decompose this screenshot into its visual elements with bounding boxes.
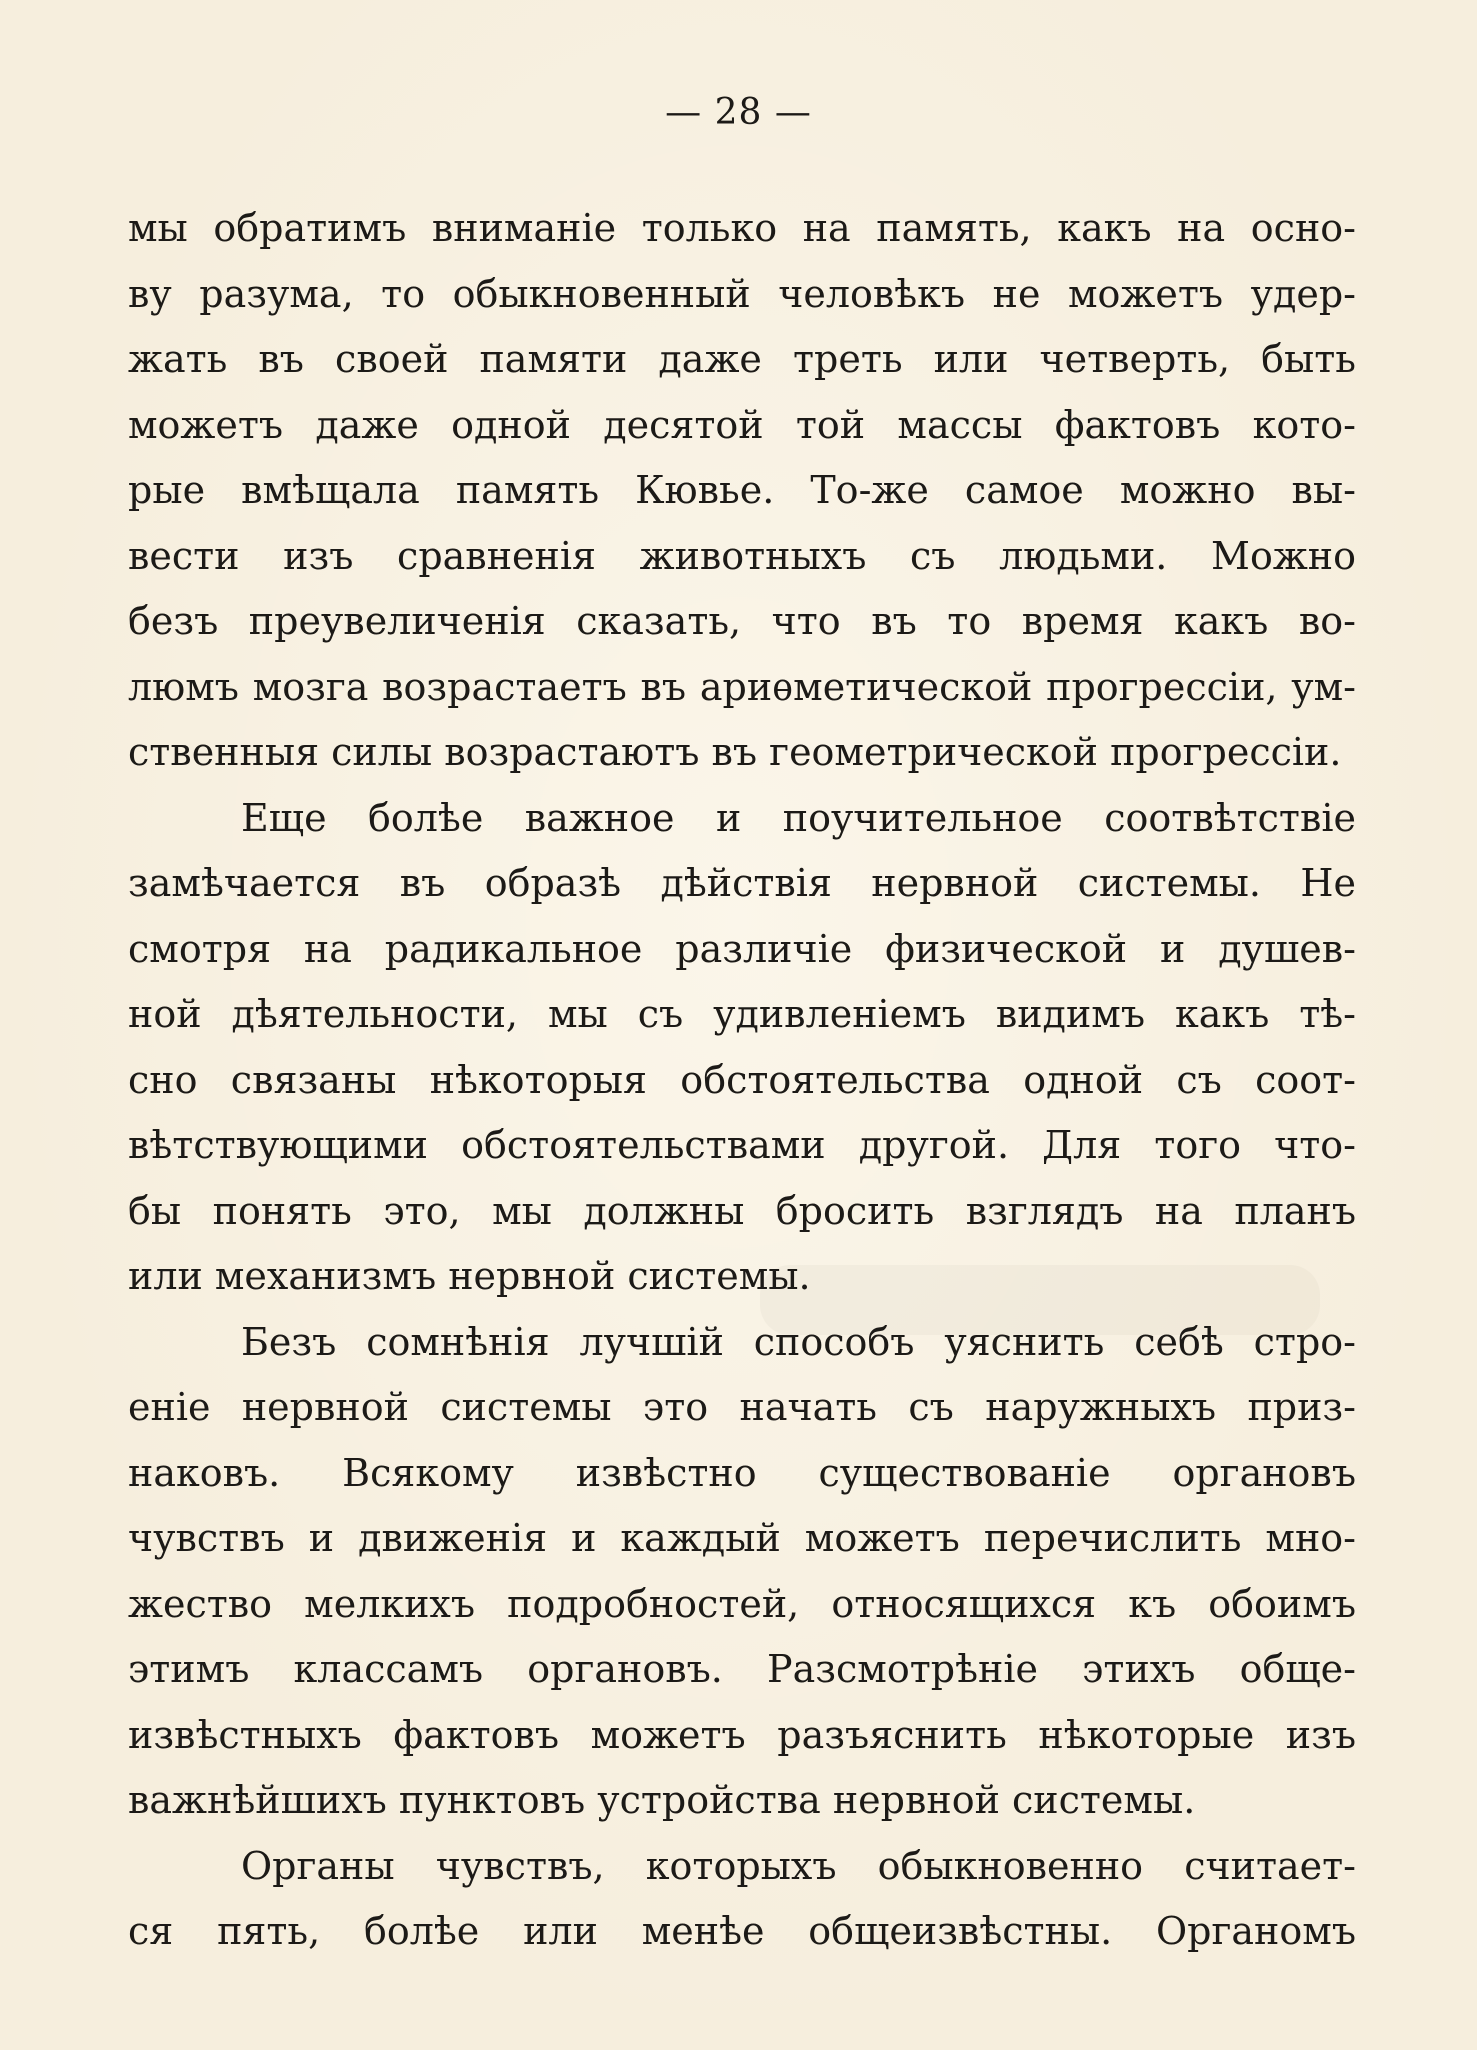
text-line: замѣчается въ образѣ дѣйствія нервной системы. Не xyxy=(128,861,1356,905)
text-line: жать въ своей памяти даже треть или четверть, быть xyxy=(128,337,1356,381)
page-number: — 28 — xyxy=(665,92,812,133)
text-line: жество мелкихъ подробностей, относящихся къ обоимъ xyxy=(128,1581,1356,1626)
text-line: Органы чувствъ, которыхъ обыкновенно считает- xyxy=(241,1843,1356,1888)
text-line: Безъ сомнѣнія лучшій способъ уяснить себѣ стро- xyxy=(241,1319,1356,1364)
text-line: ся пять, болѣе или менѣе общеизвѣстны. Органомъ xyxy=(128,1909,1356,1953)
text-line: ственныя силы возрастаютъ въ геометрической прогрессіи. xyxy=(128,730,1342,774)
text-line: ву разума, то обыкновенный человѣкъ не можетъ удер- xyxy=(128,271,1356,316)
text-line: бы понять это, мы должны бросить взглядъ на планъ xyxy=(128,1188,1356,1233)
text-line: важнѣйшихъ пунктовъ устройства нервной системы. xyxy=(128,1778,1196,1822)
text-line: вести изъ сравненія животныхъ съ людьми. Можно xyxy=(128,533,1356,578)
text-line: сно связаны нѣкоторыя обстоятельства одной съ соот- xyxy=(128,1057,1356,1102)
text-line: наковъ. Всякому извѣстно существованіе органовъ xyxy=(128,1450,1356,1495)
text-line: Еще болѣе важное и поучительное соотвѣтствіе xyxy=(241,795,1356,840)
body-text xyxy=(128,196,1356,1965)
text-line: чувствъ и движенія и каждый можетъ перечислить мно- xyxy=(128,1516,1356,1560)
text-line: рые вмѣщала память Кювье. То-же самое можно вы- xyxy=(128,468,1356,512)
text-line: или механизмъ нервной системы. xyxy=(128,1254,811,1298)
text-line: люмъ мозга возрастаетъ въ ариѳметической прогрессіи, ум- xyxy=(128,664,1356,709)
text-line: можетъ даже одной десятой той массы фактовъ кото- xyxy=(128,402,1356,447)
text-line: мы обратимъ вниманіе только на память, какъ на осно- xyxy=(128,206,1356,250)
text-line: еніе нервной системы это начать съ наружныхъ приз- xyxy=(128,1385,1356,1429)
text-line: смотря на радикальное различіе физической и душев- xyxy=(128,926,1356,971)
text-line: ной дѣятельности, мы съ удивленіемъ видимъ какъ тѣ- xyxy=(128,992,1356,1036)
text-line: извѣстныхъ фактовъ можетъ разъяснить нѣкоторые изъ xyxy=(128,1712,1356,1757)
text-line: этимъ классамъ органовъ. Разсмотрѣніе этихъ обще- xyxy=(128,1647,1356,1691)
text-line: безъ преувеличенія сказать, что въ то время какъ во- xyxy=(128,599,1356,643)
text-line: вѣтствующими обстоятельствами другой. Для того что- xyxy=(128,1123,1356,1167)
